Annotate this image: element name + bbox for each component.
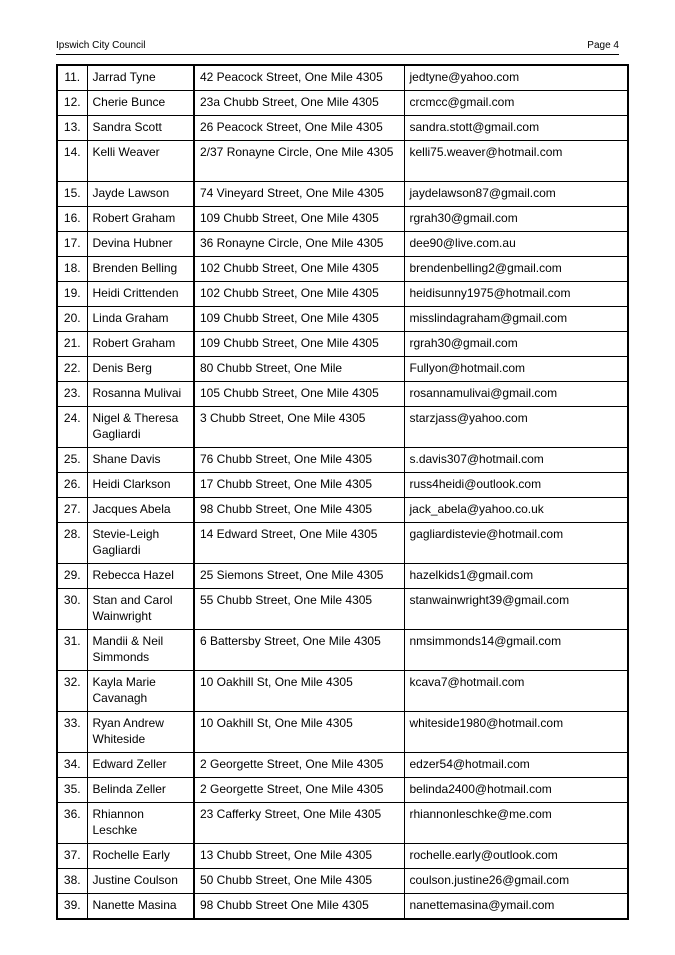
submitter-email: hazelkids1@gmail.com <box>404 564 628 589</box>
submitter-address: 80 Chubb Street, One Mile <box>194 357 404 382</box>
table-row <box>57 712 628 753</box>
submitter-email: jaydelawson87@gmail.com <box>404 182 628 207</box>
table-row <box>57 357 628 382</box>
row-number: 27. <box>57 498 87 523</box>
table-row <box>57 671 628 712</box>
submitter-name: Belinda Zeller <box>87 778 194 803</box>
row-number: 15. <box>57 182 87 207</box>
table-row <box>57 630 628 671</box>
row-number: 29. <box>57 564 87 589</box>
submitter-address: 14 Edward Street, One Mile 4305 <box>194 523 404 564</box>
submitter-name: Sandra Scott <box>87 116 194 141</box>
table-row <box>57 564 628 589</box>
submitter-address: 2 Georgette Street, One Mile 4305 <box>194 753 404 778</box>
submitter-address: 74 Vineyard Street, One Mile 4305 <box>194 182 404 207</box>
row-number: 31. <box>57 630 87 671</box>
submitter-name: Stevie-Leigh Gagliardi <box>87 523 194 564</box>
submitter-email: rosannamulivai@gmail.com <box>404 382 628 407</box>
organization-name: Ipswich City Council <box>56 40 146 51</box>
table-row <box>57 523 628 564</box>
submitter-address: 105 Chubb Street, One Mile 4305 <box>194 382 404 407</box>
table-row <box>57 141 628 182</box>
submitter-name: Heidi Clarkson <box>87 473 194 498</box>
submitter-address: 109 Chubb Street, One Mile 4305 <box>194 307 404 332</box>
submitter-name: Justine Coulson <box>87 869 194 894</box>
row-number: 38. <box>57 869 87 894</box>
submitter-address: 2/37 Ronayne Circle, One Mile 4305 <box>194 141 404 182</box>
row-number: 17. <box>57 232 87 257</box>
table-row <box>57 382 628 407</box>
submitter-email: s.davis307@hotmail.com <box>404 448 628 473</box>
submitter-address: 102 Chubb Street, One Mile 4305 <box>194 257 404 282</box>
submitter-email: dee90@live.com.au <box>404 232 628 257</box>
submitter-address: 23 Cafferky Street, One Mile 4305 <box>194 803 404 844</box>
submitter-email: Fullyon@hotmail.com <box>404 357 628 382</box>
submitter-address: 102 Chubb Street, One Mile 4305 <box>194 282 404 307</box>
submitter-name: Jayde Lawson <box>87 182 194 207</box>
submitter-email: sandra.stott@gmail.com <box>404 116 628 141</box>
submitter-address: 13 Chubb Street, One Mile 4305 <box>194 844 404 869</box>
page-number: Page 4 <box>587 40 619 51</box>
submitter-name: Shane Davis <box>87 448 194 473</box>
row-number: 39. <box>57 894 87 920</box>
submitter-email: rhiannonleschke@me.com <box>404 803 628 844</box>
submitter-email: rochelle.early@outlook.com <box>404 844 628 869</box>
row-number: 33. <box>57 712 87 753</box>
table-row <box>57 753 628 778</box>
row-number: 36. <box>57 803 87 844</box>
submitter-address: 17 Chubb Street, One Mile 4305 <box>194 473 404 498</box>
submitter-email: whiteside1980@hotmail.com <box>404 712 628 753</box>
submitter-address: 109 Chubb Street, One Mile 4305 <box>194 207 404 232</box>
submitter-email: stanwainwright39@gmail.com <box>404 589 628 630</box>
table-row <box>57 207 628 232</box>
submitter-name: Rochelle Early <box>87 844 194 869</box>
submitter-address: 98 Chubb Street One Mile 4305 <box>194 894 404 920</box>
row-number: 24. <box>57 407 87 448</box>
submitter-name: Mandii & Neil Simmonds <box>87 630 194 671</box>
submitter-email: crcmcc@gmail.com <box>404 91 628 116</box>
table-row <box>57 282 628 307</box>
row-number: 13. <box>57 116 87 141</box>
row-number: 16. <box>57 207 87 232</box>
submitter-address: 6 Battersby Street, One Mile 4305 <box>194 630 404 671</box>
submitter-name: Rhiannon Leschke <box>87 803 194 844</box>
submitter-address: 25 Siemons Street, One Mile 4305 <box>194 564 404 589</box>
submitter-email: edzer54@hotmail.com <box>404 753 628 778</box>
submitter-email: gagliardistevie@hotmail.com <box>404 523 628 564</box>
submitter-name: Robert Graham <box>87 332 194 357</box>
submitter-name: Devina Hubner <box>87 232 194 257</box>
table-row <box>57 498 628 523</box>
table-row <box>57 869 628 894</box>
submitter-name: Denis Berg <box>87 357 194 382</box>
row-number: 30. <box>57 589 87 630</box>
submitter-address: 26 Peacock Street, One Mile 4305 <box>194 116 404 141</box>
submitter-email: rgrah30@gmail.com <box>404 332 628 357</box>
submitter-name: Jarrad Tyne <box>87 65 194 91</box>
submitter-table <box>56 64 629 920</box>
submitter-name: Brenden Belling <box>87 257 194 282</box>
row-number: 12. <box>57 91 87 116</box>
submitter-name: Rebecca Hazel <box>87 564 194 589</box>
submitter-name: Stan and Carol Wainwright <box>87 589 194 630</box>
submitter-email: jedtyne@yahoo.com <box>404 65 628 91</box>
row-number: 21. <box>57 332 87 357</box>
table-row <box>57 65 628 91</box>
submitter-address: 76 Chubb Street, One Mile 4305 <box>194 448 404 473</box>
submitter-name: Kelli Weaver <box>87 141 194 182</box>
submitter-address: 98 Chubb Street, One Mile 4305 <box>194 498 404 523</box>
submitter-name: Kayla Marie Cavanagh <box>87 671 194 712</box>
table-row <box>57 894 628 920</box>
row-number: 35. <box>57 778 87 803</box>
submitter-name: Linda Graham <box>87 307 194 332</box>
row-number: 34. <box>57 753 87 778</box>
row-number: 22. <box>57 357 87 382</box>
submitter-email: heidisunny1975@hotmail.com <box>404 282 628 307</box>
submitter-name: Heidi Crittenden <box>87 282 194 307</box>
table-row <box>57 407 628 448</box>
row-number: 23. <box>57 382 87 407</box>
table-row <box>57 307 628 332</box>
table-row <box>57 232 628 257</box>
row-number: 11. <box>57 65 87 91</box>
submitter-name: Ryan Andrew Whiteside <box>87 712 194 753</box>
submitter-address: 10 Oakhill St, One Mile 4305 <box>194 712 404 753</box>
table-row <box>57 778 628 803</box>
submitter-email: misslindagraham@gmail.com <box>404 307 628 332</box>
submitter-email: rgrah30@gmail.com <box>404 207 628 232</box>
table-row <box>57 332 628 357</box>
submitter-name: Rosanna Mulivai <box>87 382 194 407</box>
submitter-address: 3 Chubb Street, One Mile 4305 <box>194 407 404 448</box>
submitter-address: 50 Chubb Street, One Mile 4305 <box>194 869 404 894</box>
submitter-name: Jacques Abela <box>87 498 194 523</box>
submitter-address: 36 Ronayne Circle, One Mile 4305 <box>194 232 404 257</box>
submitter-name: Nigel & Theresa Gagliardi <box>87 407 194 448</box>
submitter-email: jack_abela@yahoo.co.uk <box>404 498 628 523</box>
table-row <box>57 803 628 844</box>
table-row <box>57 257 628 282</box>
submitter-email: nanettemasina@ymail.com <box>404 894 628 920</box>
submitter-email: kelli75.weaver@hotmail.com <box>404 141 628 182</box>
table-row <box>57 448 628 473</box>
row-number: 26. <box>57 473 87 498</box>
submitter-name: Robert Graham <box>87 207 194 232</box>
submitter-address: 55 Chubb Street, One Mile 4305 <box>194 589 404 630</box>
table-row <box>57 473 628 498</box>
submitter-email: russ4heidi@outlook.com <box>404 473 628 498</box>
submitter-email: coulson.justine26@gmail.com <box>404 869 628 894</box>
row-number: 37. <box>57 844 87 869</box>
submitter-email: starzjass@yahoo.com <box>404 407 628 448</box>
submitter-email: brendenbelling2@gmail.com <box>404 257 628 282</box>
row-number: 20. <box>57 307 87 332</box>
table-row <box>57 844 628 869</box>
submitter-name: Cherie Bunce <box>87 91 194 116</box>
row-number: 18. <box>57 257 87 282</box>
page-header <box>56 38 619 55</box>
row-number: 25. <box>57 448 87 473</box>
row-number: 19. <box>57 282 87 307</box>
table-row <box>57 91 628 116</box>
submitter-name: Nanette Masina <box>87 894 194 920</box>
row-number: 28. <box>57 523 87 564</box>
table-row <box>57 182 628 207</box>
submitter-address: 109 Chubb Street, One Mile 4305 <box>194 332 404 357</box>
submitter-address: 10 Oakhill St, One Mile 4305 <box>194 671 404 712</box>
table-row <box>57 116 628 141</box>
submitter-address: 42 Peacock Street, One Mile 4305 <box>194 65 404 91</box>
submitter-address: 23a Chubb Street, One Mile 4305 <box>194 91 404 116</box>
submitter-address: 2 Georgette Street, One Mile 4305 <box>194 778 404 803</box>
row-number: 14. <box>57 141 87 182</box>
submitter-email: kcava7@hotmail.com <box>404 671 628 712</box>
table-row <box>57 589 628 630</box>
submitter-name: Edward Zeller <box>87 753 194 778</box>
submitter-email: nmsimmonds14@gmail.com <box>404 630 628 671</box>
row-number: 32. <box>57 671 87 712</box>
submitter-email: belinda2400@hotmail.com <box>404 778 628 803</box>
